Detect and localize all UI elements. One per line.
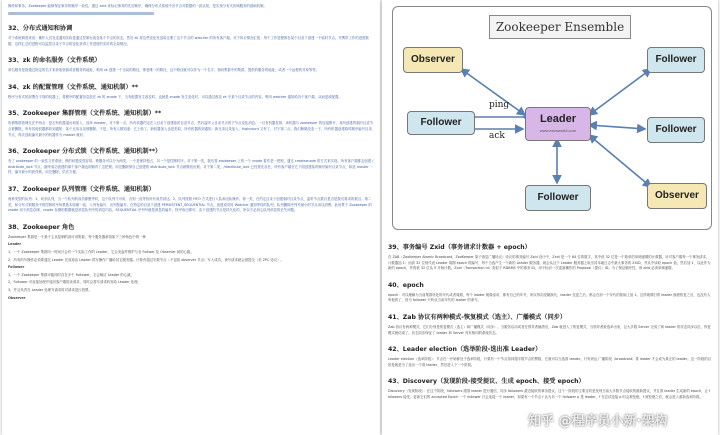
follower-node-mid-right: Follower [647, 117, 705, 143]
section-43-text: Discovery（发现阶段）：在这个阶段，followers 跟准 leader 进行通信，同步 followers 最近接收的事务提议。这个一阶段的主要目的是发现当前大多数节点接收的最新提议，并且准 leader 生成新的 epoch，让 followers 接受，更新它们的 accepted Epoch 一个 follower 只会连接一个 leader，如果有一个节点 f 认为另一个 follower p 是 leader，f 在尝试连接 p 时会被拒绝，f 被拒绝之后，就会进入重新选举阶段。 [388, 389, 711, 399]
leader-role-item-2: 2、所有的写操作必须要通过 Leader 完成再由 Leader 将写操作广播给其它服务器。只要有超过半数节点（不包括 observer 节点）写入成功，该写请求就会被提交（类 2PC 协议）。 [8, 257, 284, 262]
watermark: 知乎 @程序员小新·架构 [528, 414, 668, 429]
left-document-page [2, 0, 380, 435]
section-36-title: 36、Zookeeper 分布式锁（文件系统、通知机制**） [8, 148, 162, 156]
leader-label: Leader [539, 113, 577, 125]
section-39-text: 在 ZAB（ZooKeeper Atomic Broadcast，ZooKeeper 原子消息广播协议）协议的事务编号 Zxid 设计中，Zxid 是一个 64 位的数字，其中低 32 位是一个简单的单调递增的计数器，针对客户端每一个事务请求，计数器加 1；而高 32 位则代表 Leader 周期 epoch 的编号，每个当选产生一个新的 Leader 服务器，就会从这个 Leader 服务器上取出其本地日志中最大事务的 ZXID，并从中读取 epoch 值，然后加 1，以此作为新的 epoch，并将低 32 位从 0 开始计数。Zxid（Transaction id）类似于 RDBMS 中的事务 ID，用于标识一次更新操作的 Proposal（提议）ID。为了保证顺序性，该 zkid 必须单调递增。 [388, 255, 711, 271]
follower-node-top-right: Follower [647, 47, 705, 73]
section-32-text: 对于系统调度来说：操作人员发送通知实际是通过控制台改变某个节点的状态，然后 zk 将这些变化发送给注册了这个节点的 watcher 的所有客户端。对于执行情况汇报：每个工作进程都在某个目录下创建一个临时节点。并携带工作的进度数据，这样汇总的进程可以监控目录子节点的变化获得工作进度的实时的全局情况。 [8, 36, 369, 46]
right-document-page [382, 0, 718, 435]
follower-role-item-1: 1、一个 Zookeeper 集群可能同时存在多个 Follower，它会响应 Leader 的心跳， [8, 272, 134, 277]
section-39-title: 39、事务编号 Zxid（事务请求计数器 + epoch） [388, 244, 531, 251]
section-37-title: 37、Zookeeper 队列管理（文件系统、通知机制） [8, 186, 155, 194]
diagram-title: Zookeeper Ensemble [489, 15, 631, 39]
section-36-text: 有了 zookeeper 的一致性文件系统，锁的问题变得容易。锁服务可以分为两类，一个是保持独占，另一个是控制时序。对于第一类，我们将 zookeeper 上的一个 znode 看作是一把锁，通过 createznode 的方式来实现。所有客户端都去创建 /distribute_lock 节点，最终成功创建的那个客户端也即拥有了这把锁。用完删除掉自己创建的 distribute_lock 节点就释放出锁。对于第二类，/distribute_lock 已经预先存在，所有客户端在它下面创建临时顺序编号目录节点，和选 master 一样，编号最小的获得锁，用完删除，依次方便。 [8, 159, 374, 175]
follower-role-heading: Follower [8, 265, 25, 270]
leader-node [525, 107, 591, 141]
section-32-title: 32、分布式通知和协调 [8, 25, 73, 33]
ping-label: ping [489, 100, 510, 110]
section-38-text: Zookeeper 集群是一个基于主从复制的高可用集群，每个服务器承担如下三种角色中的一种 [8, 234, 146, 239]
leader-role-heading: Leader [8, 242, 22, 247]
section-34-title: 34、zk 的配置管理（文件系统、通知机制）** [8, 83, 139, 91]
section-35-title: 35、Zookeeper 集群管理（文件系统、通知机制）** [8, 110, 162, 118]
observer-node-bottom-right: Observer [647, 183, 707, 209]
section-40-text: epoch：可以理解为当前集群所处的年代或者周期，每个 leader 就像皇帝，都有自己的年号，所以每次改朝换代，leader 变更之后，都会在前一个年代的基础上加 1。这样就算旧的 leader 崩溃恢复之后，也没有人听他的了，因为 follower 只听从当前年代的 leader 的命令。 [388, 292, 711, 303]
ack-label: ack [489, 131, 505, 141]
section-37-text: 两种类型的队列：1、同步队列，当一个队列的成员都聚齐时，这个队列才可用，否则一直等待所有成员到达。2、队列按照 FIFO 方式进行入队和出队操作。第一类，在约定目录下创建临时目录节点，监听节点数目是否是我们要求的数目。第二类，和分布式锁服务中的控制时序场景基本原理一致，入列有编号，出列按编号。在特定的目录下创建 PERSISTENT_SEQUENTIAL 节点，创建成功时 Watcher 通知等待的队列，队列删除序列号最小的节点用以消费。此场景下 Zookeeper 的 znode 用于消息存储，znode 存储的数据就是消息队列中的消息内容，SEQUENTIAL 序列号就是消息的编号，按序取出即可。由于创建的节点是持久化的，所以不必担心队列消息的丢失问题。 [8, 197, 372, 213]
intro-text: 操作和事务。Zookeeper 能够保证事务的顺序一致性，通过 zxid 来标记事务的先后顺序，确保分布式系统中各节点对数据的一致认知，是实现分布式协调服务的基础机制。 [8, 4, 267, 8]
zookeeper-ensemble-diagram [392, 6, 712, 230]
section-35-text: 所谓集群管理无在乎两点：是否有机器退出和加入、选举 master。对于第一点，所有机器约定在父目录下创建临时目录节点，然后监听父目录节点的子节点变化消息。一旦有机器挂掉，该机器与 zookeeper 的连接断开，其所创建的临时目录节点被删除，所有其他机器都收到通知：某个兄弟目录被删除，于是，所有人都知道：它上船了。新机器加入也是类似，所有机器收到通知：新兄弟目录加入，highcount 又有了，对于第二点，我们稍微改变一下，所有机器创建临时顺序编号目录节点，每次选取编号最小的机器作为 master 就好。 [8, 121, 374, 137]
section-33-text: 命名服务是指通过指定的名字来获取资源或者服务的地址，利用 zk 创建一个全局的路径，即是唯一的路径，这个路径就可以作为一个名字，指向集群中的集群，提供的服务的地址，或者一个远程的对象等等。 [8, 68, 320, 73]
section-41-title: 41、Zab 协议有两种模式-恢复模式（选主）、广播模式（同步） [388, 313, 567, 321]
leader-role-item-1: 1、一个 Zookeeper 集群同一时间只会有一个实际工作的 Leader，它会发起并维护与各 Follwer 及 Observer 间的心跳。 [8, 249, 194, 254]
follower-role-item-2: 2、Follower 可直接处理并返回客户端的读请求，同时会将写请求转发给 Leader 处理， [8, 280, 141, 285]
follower-role-item-3: 3、并且负责在 Leader 处理写请求时对请求进行投票。 [8, 287, 92, 292]
section-43-title: 43、Discovery（发现阶段-接受提议、生成 epoch、接受 epoch） [388, 378, 585, 386]
section-33-title: 33、zk 的命名服务（文件系统） [8, 57, 101, 65]
observer-node-left: Observer [403, 47, 463, 73]
follower-node-bottom-mid: Follower [525, 185, 591, 211]
observer-role-heading: Observer [8, 295, 26, 300]
section-40-title: 40、epoch [388, 281, 424, 289]
section-34-text: 程序分布式的部署在不同的机器上，将程序的配置信息放在 zk 的 znode 下，当有配置发生改变时，也就是 znode 发生变化时，可以通过改变 zk 中某个目录节点的内容，利用 watcher 通知给各个客户端，从而更改配置。 [8, 94, 342, 99]
section-41-text: Zab 协议有两种模式，它们分别是恢复模式（选主）和广播模式（同步）。当服务启动或者在领导者崩溃后，Zab 就进入了恢复模式，当领导者被选举出来，且大多数 Server 完成了和 leader 的状态同步以后，恢复模式就结束了。状态同步保证了 leader 和 Server 具有相同的系统状态。 [388, 324, 711, 335]
leader-sublabel: www.eecsworld.com [539, 128, 577, 133]
section-42-text: Leader election（选举阶段）：节点在一开始都处于选举阶段，只要有一个节点得到超半数节点的票数，它就可以当选准 leader。只有到达 广播阶段（broadcast）准 leader 才会成为真正的 leader。这一阶段的目的是就是为了选出一个准 leader，然后进入下一个阶段。 [388, 357, 712, 367]
section-42-title: 42、Leader election（选举阶段-选出准 Leader） [388, 346, 542, 354]
follower-node-left: Follower [407, 111, 475, 135]
section-38-title: 38、Zookeeper 角色 [8, 223, 75, 231]
